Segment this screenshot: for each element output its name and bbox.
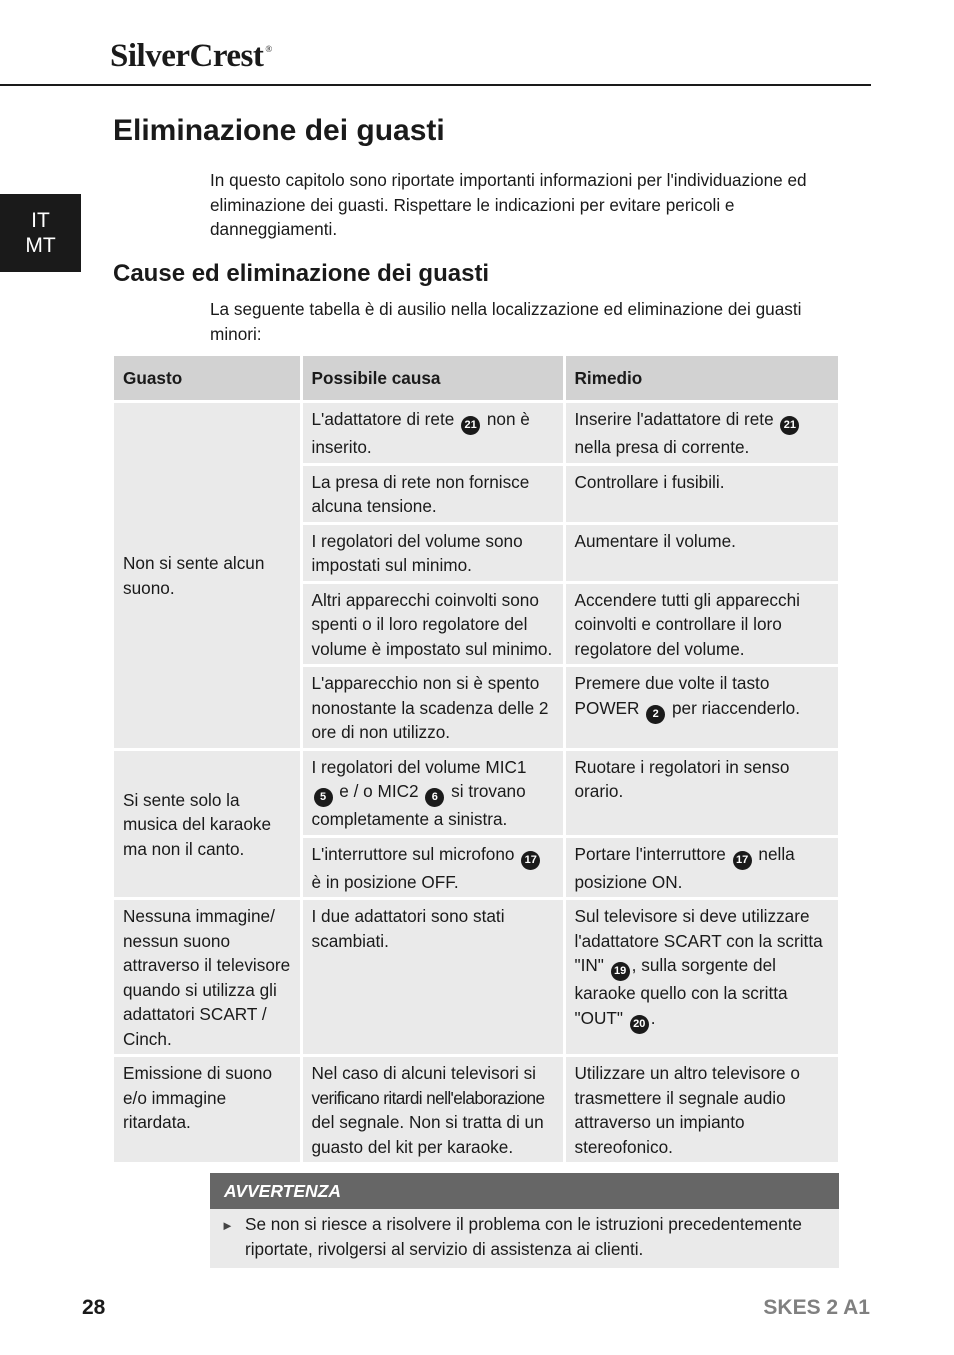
remedy-cell: Controllare i fusibili. [564, 464, 838, 523]
cause-cell: L'adattatore di rete 21 non è inserito. [301, 402, 564, 465]
remedy-cell: Premere due volte il tasto POWER 2 per riaccenderlo. [564, 666, 838, 750]
header-rule [0, 84, 871, 86]
remedy-cell: Inserire l'adattatore di rete 21 nella presa di corrente. [564, 402, 838, 465]
intro-paragraph: In questo capitolo sono riportate importanti informazioni per l'individuazione ed eliminazione dei guasti. Rispettare le indicazioni per evitare pericoli e danneggiamenti. [210, 170, 807, 239]
troubleshooting-table [114, 356, 838, 1165]
warning-header: AVVERTENZA [210, 1173, 839, 1209]
remedy-cell: Sul televisore si deve utilizzare l'adattatore SCART con la scritta "IN" 19 , sulla sorgente del karaoke quello con la scritta "OUT" 20 . [564, 899, 838, 1056]
section-title: Cause ed eliminazione dei guasti [113, 260, 490, 287]
lang-code-mt: MT [25, 234, 56, 257]
remedy-cell: Aumentare il volume. [564, 523, 838, 582]
remedy-cell: Utilizzare un altro televisore o trasmettere il segnale audio attraverso un impianto stereofonico. [564, 1056, 838, 1164]
page-number: 28 [82, 1296, 106, 1319]
cause-cell: Nel caso di alcuni televisori si verificano ritardi nell'elaborazione del segnale. Non si tratta di un guasto del kit per karaoke. [301, 1056, 564, 1164]
remedy-cell: Accendere tutti gli apparecchi coinvolti e controllare il loro regolatore del volume. [564, 582, 838, 666]
registered-mark: ® [265, 44, 272, 54]
fault-cell: Si sente solo la musica del karaoke ma non il canto. [114, 749, 301, 899]
table-row [114, 899, 838, 1056]
lang-code-it: IT [31, 209, 50, 232]
ref-number: 2 [646, 705, 665, 724]
brand-name: SilverCrest [110, 38, 264, 74]
model-name: SKES 2 A1 [763, 1296, 870, 1319]
fault-cell: Nessuna immagine/ nessun suono attraverso il televisore quando si utilizza gli adattatori SCART / Cinch. [114, 899, 301, 1056]
header-fault: Guasto [114, 356, 301, 402]
table-header-row [114, 356, 838, 402]
ref-number: 17 [733, 851, 752, 870]
fault-cell: Emissione di suono e/o immagine ritardata. [114, 1056, 301, 1164]
table-row [114, 1056, 838, 1164]
bullet-arrow-icon: ► [221, 1218, 234, 1233]
header-cause: Possibile causa [301, 356, 564, 402]
remedy-cell: Ruotare i regolatori in senso orario. [564, 749, 838, 836]
cause-cell: I regolatori del volume MIC1 5 e / o MIC2 6 si trovano completamente a sinistra. [301, 749, 564, 836]
ref-number: 19 [611, 962, 630, 981]
brand-logo [110, 38, 272, 75]
warning-text: Se non si riesce a risolvere il problema con le istruzioni precedentemente riportate, rivolgersi al servizio di assistenza ai clienti. [245, 1214, 802, 1259]
cause-cell: I regolatori del volume sono impostati sul minimo. [301, 523, 564, 582]
ref-number: 17 [521, 851, 540, 870]
cause-cell: L'interruttore sul microfono 17 è in posizione OFF. [301, 836, 564, 899]
remedy-cell: Portare l'interruttore 17 nella posizione ON. [564, 836, 838, 899]
warning-body [210, 1209, 839, 1268]
cause-cell: L'apparecchio non si è spento nonostante la scadenza delle 2 ore di non utilizzo. [301, 666, 564, 750]
ref-number: 6 [425, 788, 444, 807]
table-intro: La seguente tabella è di ausilio nella localizzazione ed eliminazione dei guasti minori: [210, 299, 802, 344]
fault-cell: Non si sente alcun suono. [114, 402, 301, 750]
table-row [114, 402, 838, 465]
cause-cell: La presa di rete non fornisce alcuna tensione. [301, 464, 564, 523]
ref-number: 21 [780, 416, 799, 435]
cause-cell: Altri apparecchi coinvolti sono spenti o il loro regolatore del volume è impostato sul minimo. [301, 582, 564, 666]
header-remedy: Rimedio [564, 356, 838, 402]
cause-cell: I due adattatori sono stati scambiati. [301, 899, 564, 1056]
page-title: Eliminazione dei guasti [113, 114, 445, 147]
language-tab [0, 194, 81, 272]
ref-number: 20 [630, 1015, 649, 1034]
table-row [114, 749, 838, 836]
ref-number: 5 [314, 788, 333, 807]
ref-number: 21 [461, 416, 480, 435]
